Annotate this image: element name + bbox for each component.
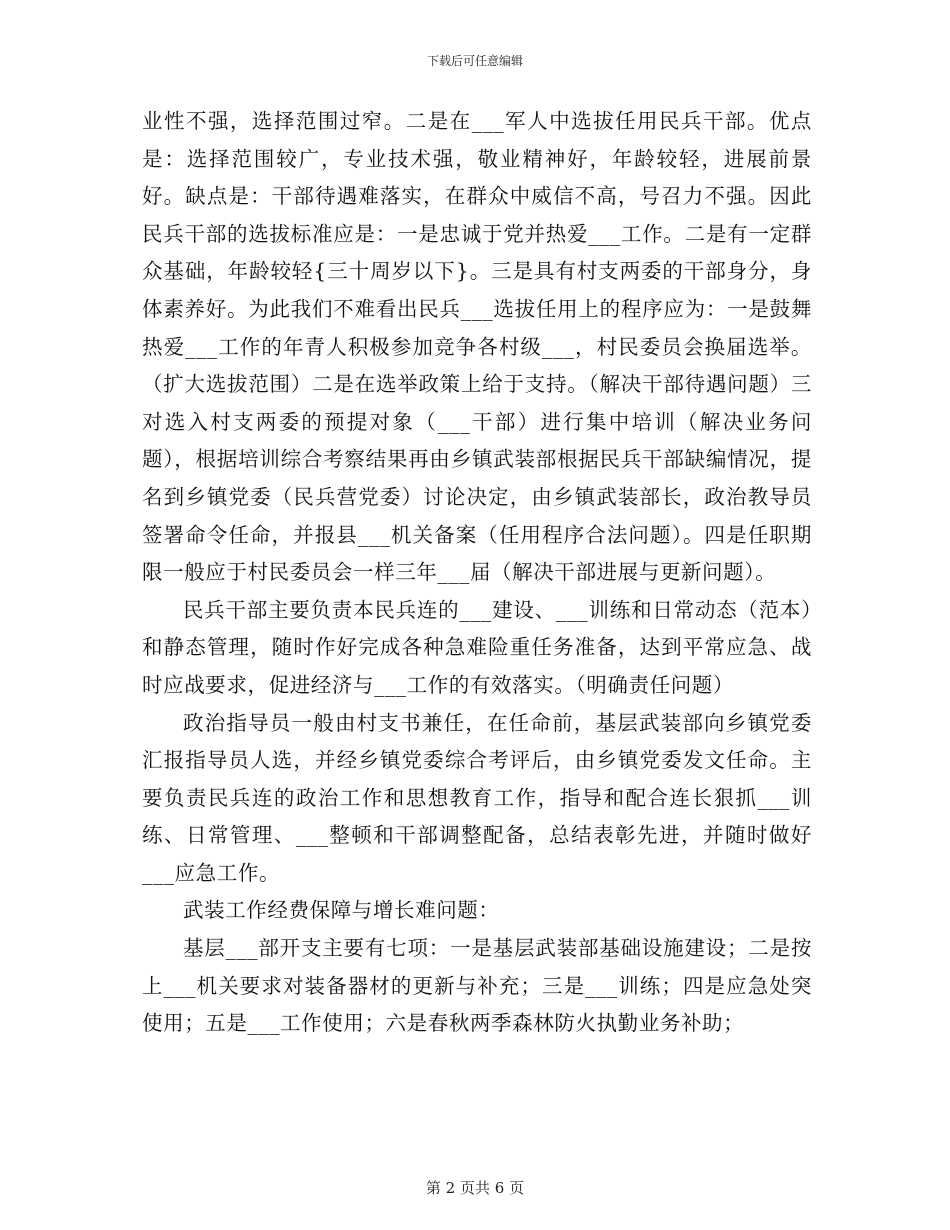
paragraph-4: 武装工作经费保障与增长难问题： — [183, 898, 500, 923]
paragraph-5: 基层___部开支主要有七项：一是基层武装部基础设施建设；二是按上___机关要求对装备器材的更新与补充；三是___训练；四是应急处突使用；五是___工作使用；六是春秋两季森林防火执勤业务补助； — [142, 936, 812, 1036]
paragraph-3: 政治指导员一般由村支书兼任，在任命前，基层武装部向乡镇党委汇报指导员人选，并经乡镇党委综合考评后，由乡镇党委发文任命。主要负责民兵连的政治工作和思想教育工作，指导和配合连长狠抓___训练、日常管理、___整顿和干部调整配备，总结表彰先进，并随时做好___应急工作。 — [142, 710, 812, 885]
document-body — [142, 103, 812, 1043]
page-footer: 第 2 页共 6 页 — [425, 1179, 525, 1197]
paragraph-2: 民兵干部主要负责本民兵连的___建设、___训练和日常动态（范本）和静态管理，随时作好完成各种急难险重任务准备，达到平常应急、战时应战要求，促进经济与___工作的有效落实。（明确责任问题） — [142, 597, 812, 697]
page-header: 下载后可任意编辑 — [426, 54, 523, 68]
paragraph-1: 业性不强，选择范围过窄。二是在___军人中选拔任用民兵干部。优点是：选择范围较广，专业技术强，敬业精神好，年龄较轻，进展前景好。缺点是：干部待遇难落实，在群众中威信不高，号召力不强。因此民兵干部的选拔标准应是：一是忠诚于党并热爱___工作。二是有一定群众基础，年龄较轻{三十周岁以下}。三是具有村支两委的干部身分，身体素养好。为此我们不难看出民兵___选拔任用上的程序应为：一是鼓舞热爱___工作的年青人积极参加竞争各村级___，村民委员会换届选举。（扩大选拔范围）二是在选举政策上给于支持。（解决干部待遇问题）三对选入村支两委的预提对象（___干部）进行集中培训（解决业务问题），根据培训综合考察结果再由乡镇武装部根据民兵干部缺编情况，提名到乡镇党委（民兵营党委）讨论决定，由乡镇武装部长，政治教导员签署命令任命，并报县___机关备案（任用程序合法问题）。四是任职期限一般应于村民委员会一样三年___届（解决干部进展与更新问题）。 — [142, 109, 812, 585]
